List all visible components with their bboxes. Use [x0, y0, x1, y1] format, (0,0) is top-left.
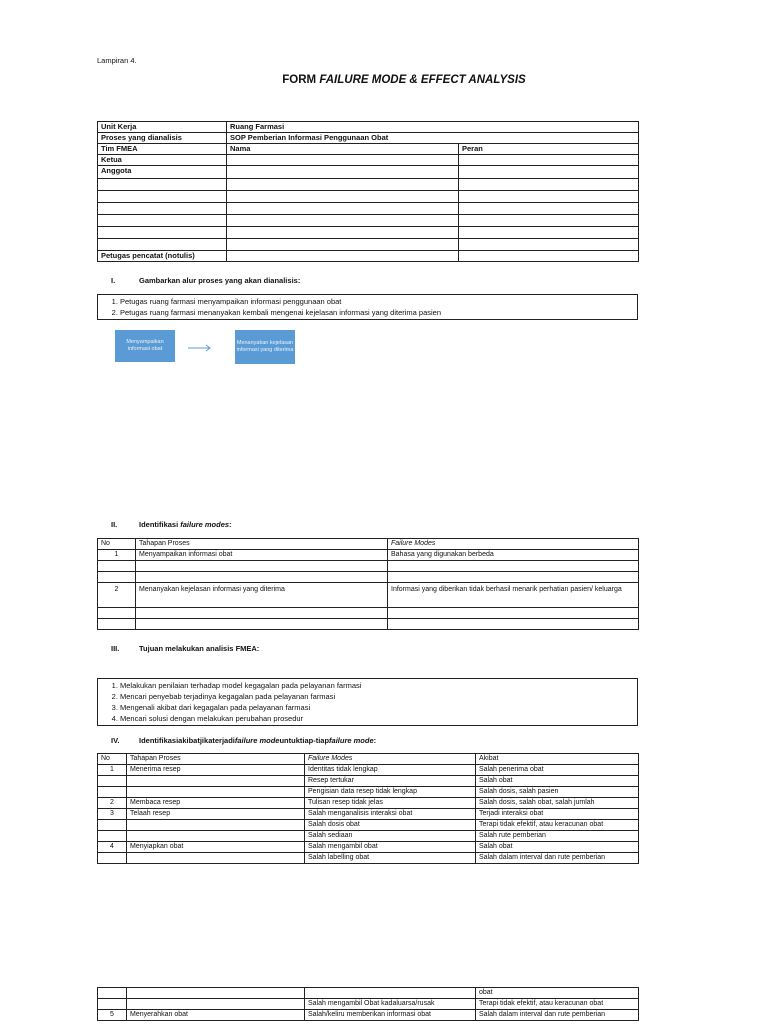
- unit-value: Ruang Farmasi: [227, 122, 639, 133]
- list-item: 1. Petugas ruang farmasi menyampaikan informasi penggunaan obat: [120, 296, 637, 307]
- list-item: 1. Melakukan penilaian terhadap model kegagalan pada pelayanan farmasi: [120, 680, 637, 691]
- table-row: [98, 203, 639, 215]
- anggota-label: Anggota: [98, 166, 227, 179]
- process-steps-list: [98, 296, 637, 318]
- failure-modes-table: [97, 538, 639, 630]
- flow-box-1: Menyampaikan informasi obat: [115, 330, 175, 362]
- lampiran-label: Lampiran 4.: [97, 56, 137, 65]
- fmea-info-table: [97, 121, 639, 262]
- table-row: [98, 133, 639, 144]
- table-row: 4 Menyiapkan obat Salah mengambil obat Salah obat: [98, 842, 639, 853]
- col-header-no: No: [98, 539, 136, 550]
- flow-box-2: Menanyakan kejelasan informasi yang diterima: [235, 330, 295, 364]
- col-header-no: No: [98, 754, 127, 765]
- table-row: Resep tertukar Salah obat: [98, 776, 639, 787]
- table-row: [98, 144, 639, 155]
- proses-value: SOP Pemberian Informasi Penggunaan Obat: [227, 133, 639, 144]
- col-header-tahapan: Tahapan Proses: [136, 539, 388, 550]
- table-row: 3 Telaah resep Salah menganalisis interaksi obat Terjadi interaksi obat: [98, 809, 639, 820]
- table-row: [98, 251, 639, 262]
- table-row: 2 Menanyakan kejelasan informasi yang diterima Informasi yang diberikan tidak berhasil menarik perhatian pasien/ keluarga: [98, 583, 639, 608]
- section-number: I.: [111, 276, 116, 285]
- effects-table-continued: [97, 987, 639, 1021]
- peran-header: Peran: [459, 144, 639, 155]
- table-row: [98, 179, 639, 191]
- table-row: [98, 227, 639, 239]
- table-row: Pengisian data resep tidak lengkap Salah dosis, salah pasien: [98, 787, 639, 798]
- table-row: Salah sediaan Salah rute pemberian: [98, 831, 639, 842]
- notulis-label: Petugas pencatat (notulis): [98, 251, 227, 262]
- proses-label: Proses yang dianalisis: [98, 133, 227, 144]
- unit-label: Unit Kerja: [98, 122, 227, 133]
- section-number: IV.: [111, 736, 120, 745]
- table-row: Salah labelling obat Salah dalam interval dan rute pemberian: [98, 853, 639, 864]
- list-item: 4. Mencari solusi dengan melakukan perubahan prosedur: [120, 713, 637, 724]
- table-row: [98, 215, 639, 227]
- table-row: Salah dosis obat Terapi tidak efektif, atau keracunan obat: [98, 820, 639, 831]
- nama-header: Nama: [227, 144, 459, 155]
- table-row: 1 Menerima resep Identitas tidak lengkap Salah penerima obat: [98, 765, 639, 776]
- section-number: III.: [111, 644, 120, 653]
- table-row: [98, 572, 639, 583]
- section-number: II.: [111, 520, 118, 529]
- table-row: [98, 155, 639, 166]
- table-row: [98, 122, 639, 133]
- table-row: Salah mengambil Obat kadaluarsa/rusak Terapi tidak efektif, atau keracunan obat: [98, 999, 639, 1010]
- tim-label: Tim FMEA: [98, 144, 227, 155]
- section-title: Identifikasi failure modes:: [139, 520, 232, 529]
- ketua-label: Ketua: [98, 155, 227, 166]
- table-row: 2 Membaca resep Tulisan resep tidak jelas Salah dosis, salah obat, salah jumlah: [98, 798, 639, 809]
- objectives-box: [97, 678, 638, 726]
- list-item: 2. Mencari penyebab terjadinya kegagalan pada pelayanan farmasi: [120, 691, 637, 702]
- table-header-row: [98, 539, 639, 550]
- section-title: Identifikasiakibatjikaterjadifailure modeuntuktiap-tiapfailure mode:: [139, 736, 377, 745]
- table-row: obat: [98, 988, 639, 999]
- list-item: 2. Petugas ruang farmasi menanyakan kembali mengenai kejelasan informasi yang diterima pasien: [120, 307, 637, 318]
- col-header-failure: Failure Modes: [305, 754, 476, 765]
- table-row: [98, 608, 639, 619]
- title-prefix: FORM: [282, 74, 320, 86]
- col-header-akibat: Akibat: [476, 754, 639, 765]
- col-header-tahapan: Tahapan Proses: [127, 754, 305, 765]
- section-title: Gambarkan alur proses yang akan dianalisis:: [139, 276, 301, 285]
- section-title: Tujuan melakukan analisis FMEA:: [139, 644, 260, 653]
- objectives-list: [98, 680, 637, 724]
- flow-arrow-icon: [186, 343, 216, 353]
- table-row: [98, 561, 639, 572]
- table-row: [98, 166, 639, 179]
- table-row: 1 Menyampaikan informasi obat Bahasa yang digunakan berbeda: [98, 550, 639, 561]
- table-row: [98, 191, 639, 203]
- page-title: [0, 74, 768, 86]
- process-steps-box: [97, 294, 638, 320]
- table-header-row: [98, 754, 639, 765]
- table-row: [98, 619, 639, 630]
- list-item: 3. Mengenali akibat dari kegagalan pada pelayanan farmasi: [120, 702, 637, 713]
- table-row: [98, 239, 639, 251]
- col-header-failure: Failure Modes: [388, 539, 639, 550]
- table-row: 5 Menyerahkan obat Salah/keliru memberikan informasi obat Salah dalam interval dan rute pemberian: [98, 1010, 639, 1021]
- title-italic: FAILURE MODE & EFFECT ANALYSIS: [319, 74, 526, 86]
- effects-table: [97, 753, 639, 864]
